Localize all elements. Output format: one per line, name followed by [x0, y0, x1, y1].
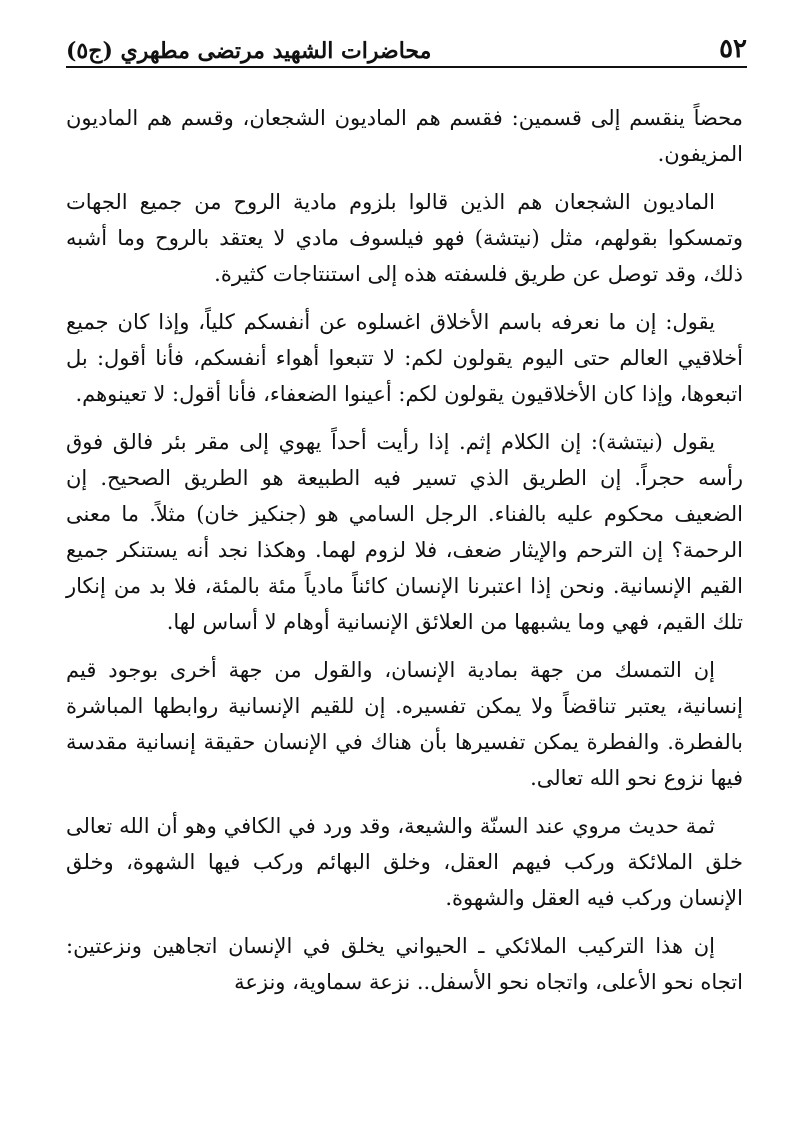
paragraph: إن التمسك من جهة بمادية الإنسان، والقول من جهة أخرى بوجود قيم إنسانية، يعتبر تناقضاً ولا يمكن تفسيره. إن للقيم الإنسانية روابطها المباشرة بالفطرة. والفطرة يمكن تفسيرها بأن هناك في الإنسان حقيقة إنسانية مقدسة فيها نزوع نحو الله تعالى. — [66, 658, 743, 790]
paragraph: إن هذا التركيب الملائكي ـ الحيواني يخلق في الإنسان اتجاهين ونزعتين: اتجاه نحو الأعلى، واتجاه نحو الأسفل.. نزعة سماوية، ونزعة — [66, 934, 743, 994]
paragraph: الماديون الشجعان هم الذين قالوا بلزوم مادية الروح من جميع الجهات وتمسكوا بقولهم، مثل (نيتشة) فهو فيلسوف مادي لا يعتقد بالروح وما أشبه ذلك، وقد توصل عن طريق فلسفته هذه إلى استنتاجات كثيرة. — [66, 190, 743, 286]
page-number: ٥٢ — [719, 34, 747, 64]
paragraph: ثمة حديث مروي عند السنّة والشيعة، وقد ورد في الكافي وهو أن الله تعالى خلق الملائكة وركب فيهم العقل، وخلق البهائم وركب فيها الشهوة، وخلق الإنسان وركب فيه العقل والشهوة. — [66, 814, 743, 910]
paragraph: يقول (نيتشة): إن الكلام إثم. إذا رأيت أحداً يهوي إلى مقر بئر فالق فوق رأسه حجراً. إن الطريق الذي تسير فيه الطبيعة هو الطريق الصحيح. إن الضعيف محكوم عليه بالفناء. الرجل السامي هو (جنكيز خان) مثلاً. ما معنى الرحمة؟ إن الترحم والإيثار ضعف، فلا لزوم لهما. وهكذا نجد أنه يستنكر جميع القيم الإنسانية. ونحن إذا اعتبرنا الإنسان كائناً مادياً مئة بالمئة، فلا بد من إنكار تلك القيم، فهي وما يشبهها من العلائق الإنسانية أوهام لا أساس لها. — [66, 430, 743, 634]
paragraph: محضاً ينقسم إلى قسمين: فقسم هم الماديون الشجعان، وقسم هم الماديون المزيفون. — [66, 106, 743, 166]
running-title: محاضرات الشهيد مرتضى مطهري (ج٥) — [66, 38, 432, 64]
paragraph: يقول: إن ما نعرفه باسم الأخلاق اغسلوه عن أنفسكم كلياً، وإذا كان جميع أخلاقيي العالم حتى اليوم يقولون لكم: لا تتبعوا أهواء أنفسكم، فأنا أقول: بل اتبعوها، وإذا كان الأخلاقيون يقولون لكم: أعينوا الضعفاء، فأنا أقول: لا تعينوهم. — [66, 310, 743, 406]
page-header — [66, 30, 747, 68]
body-text — [66, 100, 743, 1012]
